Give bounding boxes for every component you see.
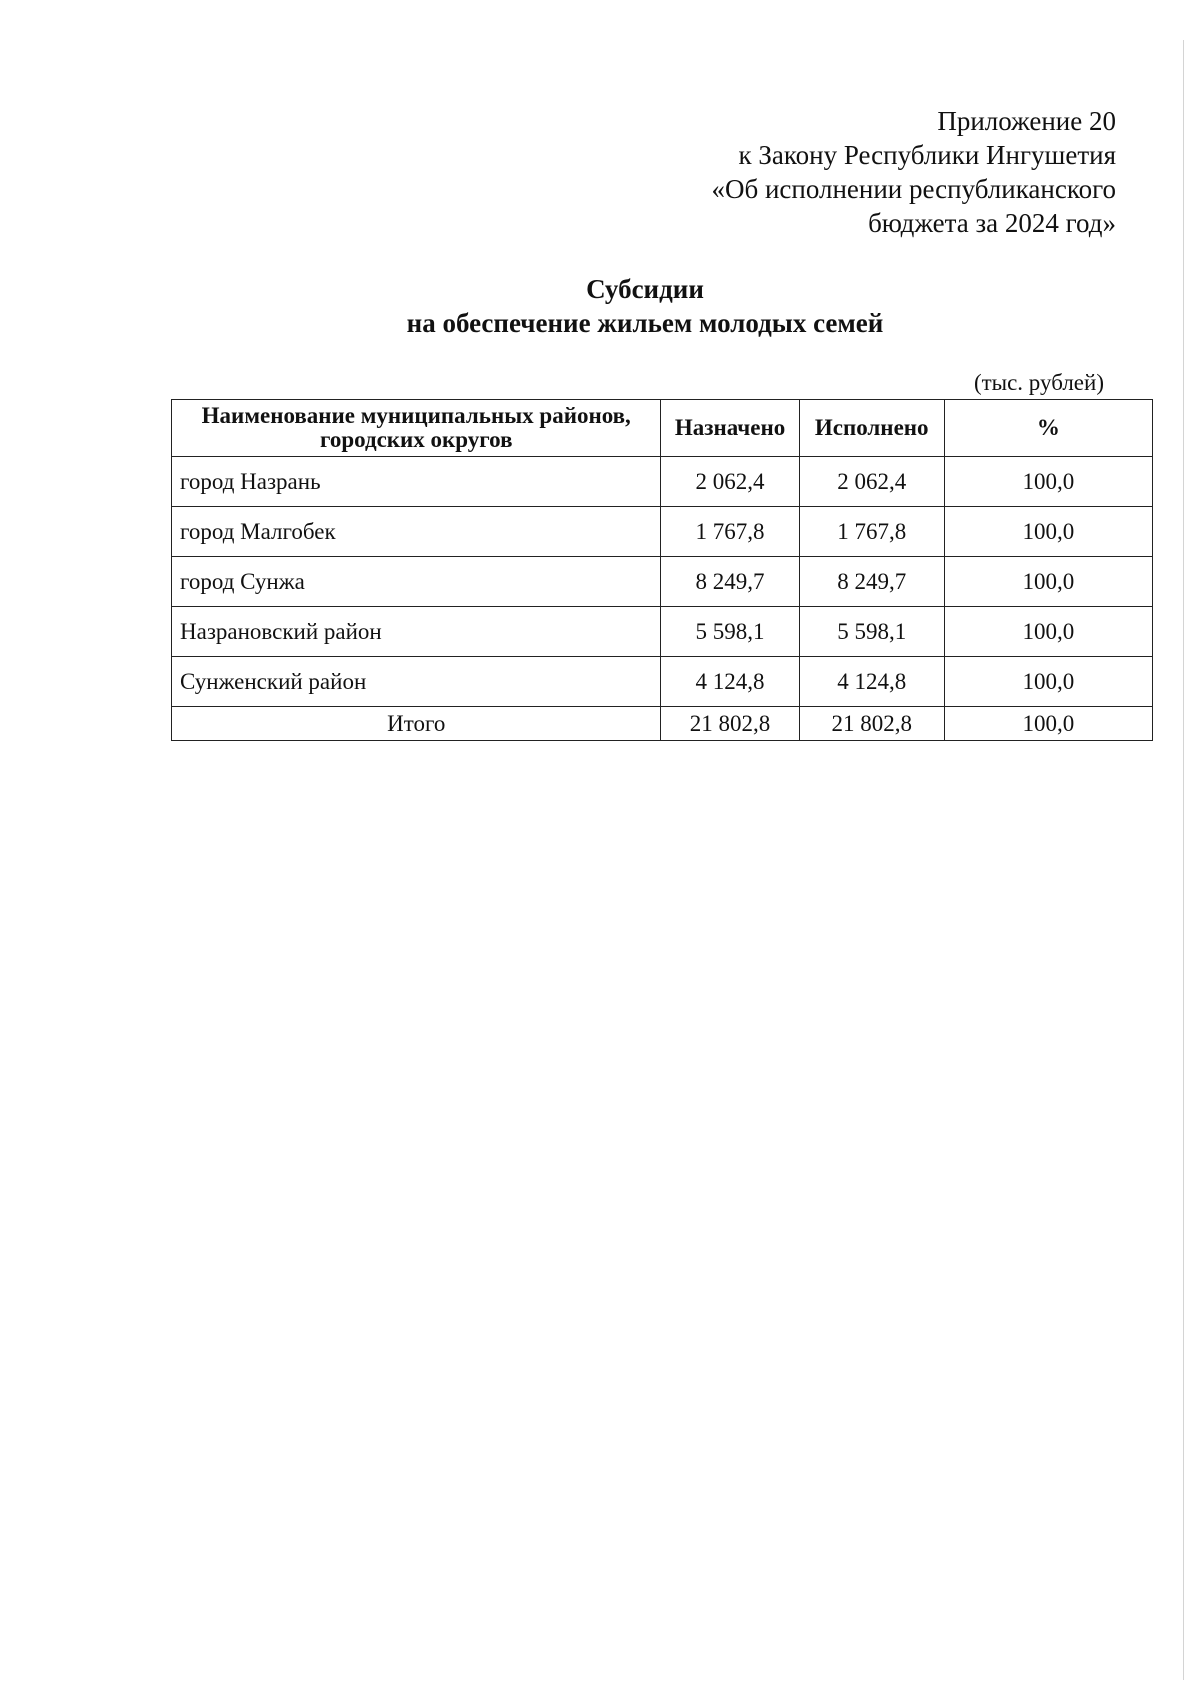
table-row <box>172 557 1153 607</box>
row-executed: 1 767,8 <box>799 507 944 557</box>
row-percent: 100,0 <box>944 507 1152 557</box>
row-assigned: 1 767,8 <box>661 507 799 557</box>
title-line-2: на обеспечение жильем молодых семей <box>406 308 884 338</box>
header-assigned: Назначено <box>661 400 799 457</box>
table-row <box>172 457 1153 507</box>
appendix-line-2: к Закону Республики Ингушетия <box>738 140 1116 170</box>
appendix-line-4: бюджета за 2024 год» <box>868 208 1116 238</box>
row-percent: 100,0 <box>944 557 1152 607</box>
subsidies-table <box>171 399 1153 741</box>
row-executed: 8 249,7 <box>799 557 944 607</box>
table-header-row <box>172 400 1153 457</box>
appendix-line-3: «Об исполнении республиканского <box>711 174 1116 204</box>
row-executed: 5 598,1 <box>799 607 944 657</box>
row-name: Назрановский район <box>172 607 661 657</box>
header-executed: Исполнено <box>799 400 944 457</box>
total-name: Итого <box>172 707 661 741</box>
table-row <box>172 607 1153 657</box>
header-percent: % <box>944 400 1152 457</box>
total-assigned: 21 802,8 <box>661 707 799 741</box>
row-assigned: 4 124,8 <box>661 657 799 707</box>
units-note: (тыс. рублей) <box>973 370 1104 395</box>
row-assigned: 8 249,7 <box>661 557 799 607</box>
row-assigned: 2 062,4 <box>661 457 799 507</box>
document-title <box>0 272 1200 340</box>
table-row <box>172 657 1153 707</box>
row-name: город Назрань <box>172 457 661 507</box>
total-percent: 100,0 <box>944 707 1152 741</box>
row-name: город Малгобек <box>172 507 661 557</box>
row-assigned: 5 598,1 <box>661 607 799 657</box>
row-percent: 100,0 <box>944 607 1152 657</box>
row-executed: 2 062,4 <box>799 457 944 507</box>
title-line-1: Субсидии <box>586 274 704 304</box>
row-percent: 100,0 <box>944 657 1152 707</box>
row-name: Сунженский район <box>172 657 661 707</box>
table-row <box>172 507 1153 557</box>
row-percent: 100,0 <box>944 457 1152 507</box>
table-total-row <box>172 707 1153 741</box>
appendix-header <box>711 104 1116 240</box>
row-executed: 4 124,8 <box>799 657 944 707</box>
appendix-line-1: Приложение 20 <box>937 106 1116 136</box>
header-name: Наименование муниципальных районов, городских округов <box>172 400 661 457</box>
total-executed: 21 802,8 <box>799 707 944 741</box>
row-name: город Сунжа <box>172 557 661 607</box>
